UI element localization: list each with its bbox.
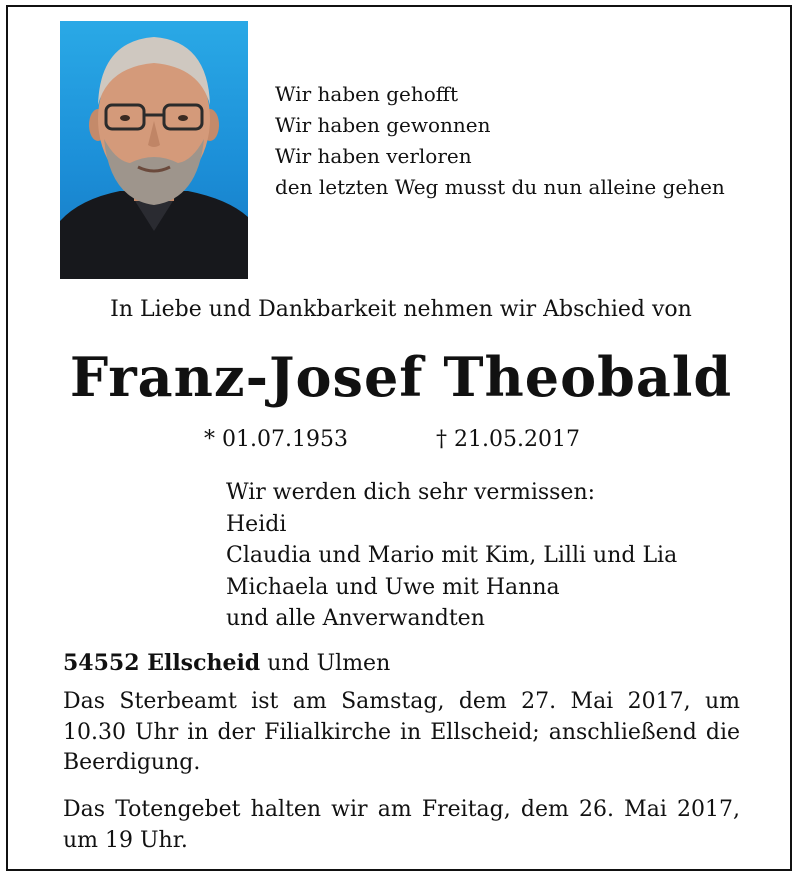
obituary-card <box>6 5 792 871</box>
place-bold: 54552 Ellscheid <box>63 650 261 676</box>
deceased-name: Franz-Josef Theobald <box>69 345 733 409</box>
mourner-line: und alle Anverwandten <box>226 606 485 631</box>
portrait-photo <box>60 21 248 279</box>
farewell-intro: In Liebe und Dankbarkeit nehmen wir Abschied von <box>110 297 692 322</box>
poem <box>275 79 725 203</box>
death-date: † 21.05.2017 <box>436 427 580 452</box>
mourner-line: Michaela und Uwe mit Hanna <box>226 574 560 600</box>
portrait-illustration <box>60 21 248 279</box>
place-line <box>63 650 390 676</box>
mourner-line: Heidi <box>226 511 287 537</box>
prayer-info: Das Totengebet halten wir am Freitag, dem 26. Mai 2017, um 19 Uhr. <box>63 797 740 853</box>
birth-date: * 01.07.1953 <box>204 427 348 452</box>
poem-line: den letzten Weg musst du nun alleine gehen <box>275 175 725 199</box>
funeral-mass-info: Das Sterbeamt ist am Samstag, dem 27. Mai 2017, um 10.30 Uhr in der Filialkirche in Ellscheid; anschließend die Beerdigung. <box>63 689 740 775</box>
poem-line: Wir haben gewonnen <box>275 113 491 137</box>
mourner-line: Wir werden dich sehr vermissen: <box>226 480 596 505</box>
poem-line: Wir haben gehofft <box>275 82 459 106</box>
poem-line: Wir haben verloren <box>275 144 472 168</box>
mourners-list <box>226 477 677 635</box>
mourner-line: Claudia und Mario mit Kim, Lilli und Lia <box>226 543 678 568</box>
place-rest: und Ulmen <box>260 651 391 676</box>
